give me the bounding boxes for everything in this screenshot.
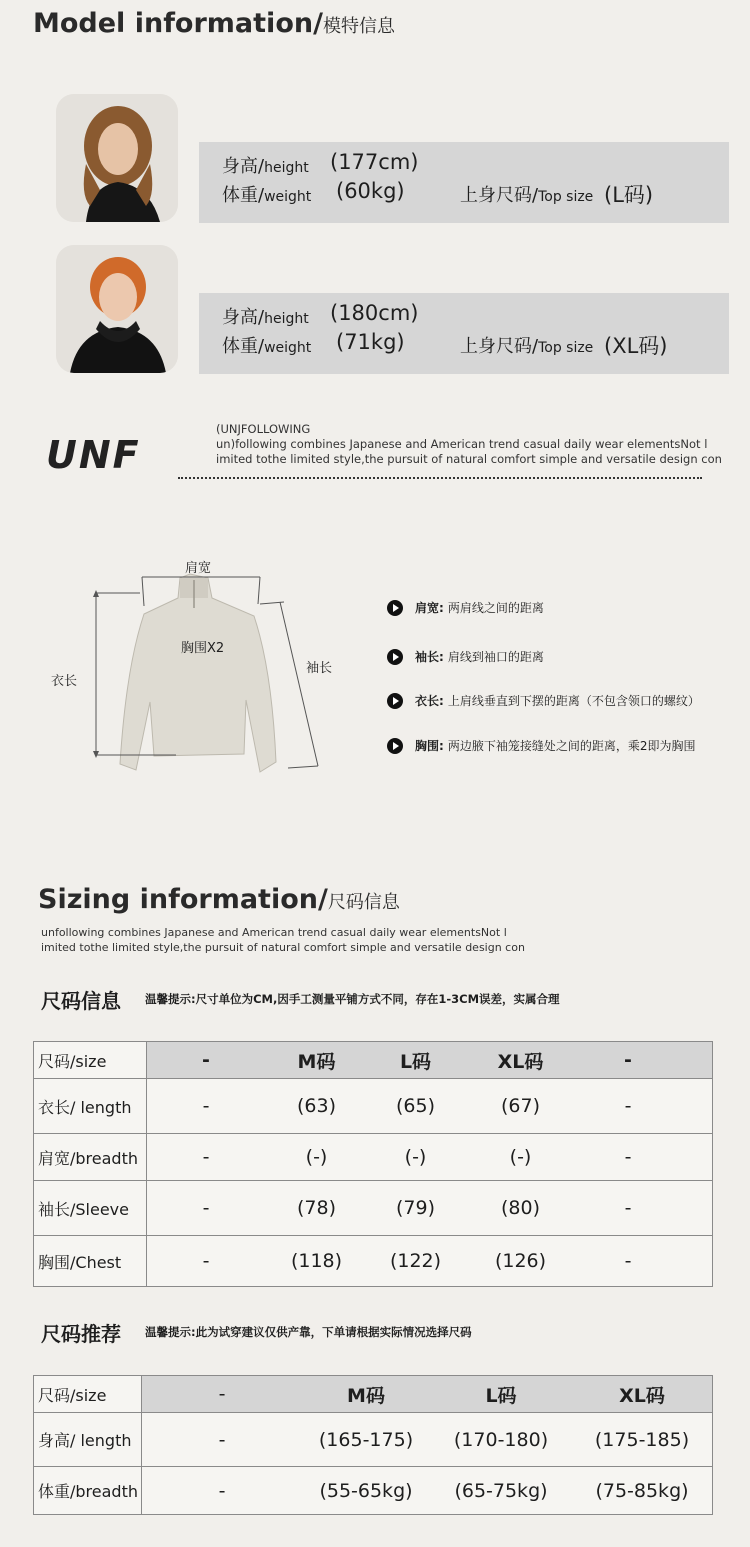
model-photo-2 [56,245,178,373]
sizing-info-title-en: Sizing information/ [38,884,328,915]
sizing-desc-2: imited tothe limited style,the pursuit of natural comfort simple and versatile design con [41,941,525,954]
row-label: 尺码/size [34,1376,142,1413]
play-icon [387,600,403,616]
size-table-tip: 温馨提示:尺寸单位为CM,因手工测量平铺方式不同，存在1-3CM误差，实属合理 [145,992,560,1006]
note-shoulder: 肩宽: 两肩线之间的距离 [387,599,544,616]
row-label: 身高/ length [34,1413,142,1467]
row-label: 胸围/Chest [34,1236,147,1287]
top-size-label: 上身尺码/Top size [460,185,594,206]
top-size-value: (XL码) [604,334,668,358]
weight-value: (60kg) [336,179,405,203]
row-label: 尺码/size [34,1042,147,1079]
brand-line-2: un)following combines Japanese and American trend casual daily wear elementsNot l [216,437,708,451]
play-icon [387,693,403,709]
height-value: (180cm) [330,301,419,325]
recommend-tip: 温馨提示:此为试穿建议仅供产靠，下单请根据实际情况选择尺码 [145,1325,472,1339]
brand-divider [178,477,702,479]
table-row: 袖长/Sleeve - (78) (79) (80) - [34,1181,713,1236]
table-row: 尺码/size - M码 L码 XL码 [34,1376,713,1413]
table-row: 体重/breadth - (55-65kg) (65-75kg) (75-85kg) [34,1467,713,1515]
play-icon [387,738,403,754]
model-info-bar-2 [199,293,729,374]
top-size-label: 上身尺码/Top size [460,336,594,357]
model-info-title-en: Model information/ [33,8,323,39]
sizing-desc-1: unfollowing combines Japanese and American trend casual daily wear elementsNot l [41,926,507,939]
sizing-info-title [38,884,400,915]
brand-line-1: (UNJFOLLOWING [216,422,311,436]
brand-logo: UNF [46,433,141,477]
top-size-value: (L码) [604,183,654,207]
height-value: (177cm) [330,150,419,174]
table-row: 肩宽/breadth - (-) (-) (-) - [34,1134,713,1181]
play-icon [387,649,403,665]
weight-label: 体重/weight [222,336,312,357]
table-row: 胸围/Chest - (118) (122) (126) - [34,1236,713,1287]
label-length: 衣长 [51,674,78,689]
model-info-bar-1 [199,142,729,223]
table-row: 身高/ length - (165-175) (170-180) (175-185) [34,1413,713,1467]
label-shoulder: 肩宽 [185,561,212,576]
row-label: 衣长/ length [34,1079,147,1134]
size-table [33,1041,713,1287]
weight-value: (71kg) [336,330,405,354]
row-label: 肩宽/breadth [34,1134,147,1181]
label-chest: 胸围X2 [181,641,225,656]
note-sleeve: 袖长: 肩线到袖口的距离 [387,648,544,665]
label-sleeve: 袖长 [306,661,333,676]
model-info-title-cn: 模特信息 [322,16,395,37]
height-label: 身高/height [222,156,309,177]
recommend-title: 尺码推荐 [41,1322,121,1346]
height-label: 身高/height [222,307,309,328]
table-row: 衣长/ length - (63) (65) (67) - [34,1079,713,1134]
model-photo-1 [56,94,178,222]
note-chest: 胸围: 两边腋下袖笼接缝处之间的距离，乘2即为胸围 [387,737,695,754]
recommend-table [33,1375,713,1515]
note-length: 衣长: 上肩线垂直到下摆的距离（不包含领口的螺纹） [387,692,700,709]
weight-label: 体重/weight [222,185,312,206]
sizing-info-title-cn: 尺码信息 [327,892,400,913]
row-label: 袖长/Sleeve [34,1181,147,1236]
table-row: 尺码/size - M码 L码 XL码 - [34,1042,713,1079]
size-table-title: 尺码信息 [41,989,121,1013]
model-info-title [33,8,395,39]
brand-line-3: imited tothe limited style,the pursuit of natural comfort simple and versatile design con [216,452,722,466]
row-label: 体重/breadth [34,1467,142,1515]
sweater-diagram [40,550,340,790]
